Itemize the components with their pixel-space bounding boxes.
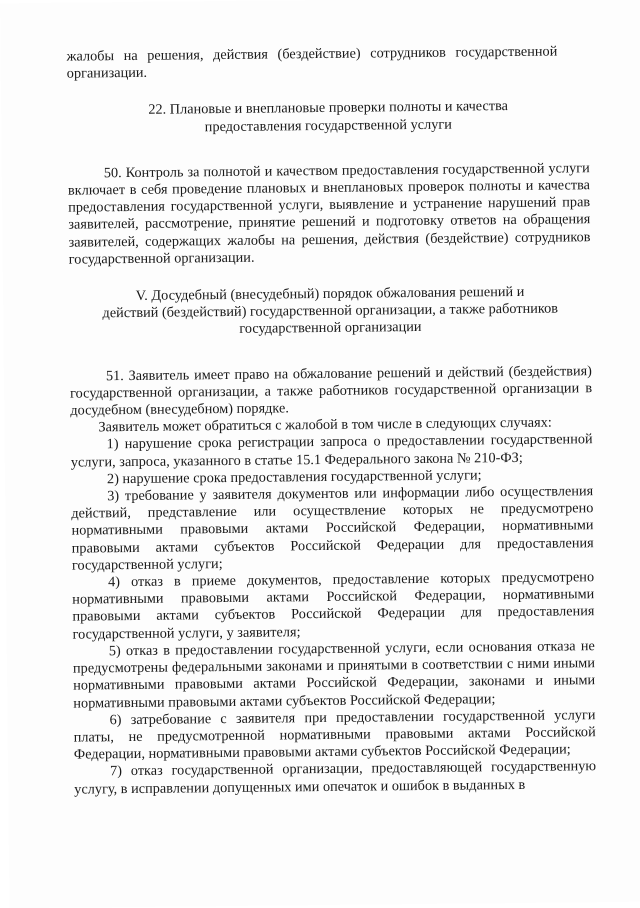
- intro-line-2: организации.: [66, 65, 148, 82]
- section-22-heading-line-2: предоставления государственной услуги: [204, 116, 452, 135]
- complaint-cases-lead: Заявитель может обратиться с жалобой в том числе в следующих случаях:: [98, 414, 552, 436]
- complaint-case-5: 5) отказ в предоставлении государственной услуги, если основания отказа не предусмотрены федеральными законами и принятыми в соответствии с ними иными нормативными правовыми актами Российской Федерации, законами и иными нормативными правовыми актами субъектов Российской Федерации;: [72, 638, 596, 712]
- section-v-heading-line-2: действий (бездействий) государственной организации, а также работников: [102, 300, 559, 322]
- section-v-heading-line-1: V. Досудебный (внесудебный) порядок обжалования решений и: [135, 283, 525, 304]
- complaint-case-3: 3) требование у заявителя документов или информации либо осуществления действий, представление или осуществление которых не предусмотрено нормативными правовыми актами Российской Федерации, нормативными правовыми актами субъектов Российской Федерации для предоставления государственной услуги;: [71, 483, 594, 574]
- paragraph-50: 50. Контроль за полнотой и качеством предоставления государственной услуги включает в себя проведение плановых и внеплановых проверок полноты и качества предоставления государственной услуги, выявление и устранение нарушений прав заявителей, рассмотрение, принятие решений и подготовку ответов на обращения заявителей, содержащих жалобы на решения, действия (бездействие) сотрудников государственной организации.: [67, 159, 591, 268]
- complaint-case-6: 6) затребование с заявителя при предоставлении государственной услуги платы, не предусмотренной нормативными правовыми актами Российской Федерации, нормативными правовыми актами субъектов Российской Федерации;: [73, 706, 596, 763]
- paragraph-51: 51. Заявитель имеет право на обжалование решений и действий (бездействия) государственной организации, а также работников государственной организации в досудебном (внесудебном) порядке.: [70, 362, 593, 419]
- intro-line-1: жалобы на решения, действия (бездействие) сотрудников государственной: [66, 43, 558, 65]
- complaint-case-4: 4) отказ в приеме документов, предоставление которых предусмотрено нормативными правовыми актами Российской Федерации, нормативными правовыми актами субъектов Российской Федерации для предоставления государственной услуги, у заявителя;: [72, 569, 595, 643]
- section-22-heading-line-1: 22. Плановые и внеплановые проверки полноты и качества: [148, 98, 509, 119]
- complaint-case-1: 1) нарушение срока регистрации запроса о предоставлении государственной услуги, запроса, указанного в статье 15.1 Федерального закона № 210-ФЗ;: [70, 431, 593, 471]
- complaint-case-2: 2) нарушение срока предоставления государственной услуги;: [106, 467, 482, 488]
- complaint-case-7: 7) отказ государственной организации, предоставляющей государственную услугу, в исправлении допущенных ими опечаток и ошибок в выданных в: [74, 758, 597, 798]
- section-v-heading-line-3: государственной организации: [239, 319, 422, 338]
